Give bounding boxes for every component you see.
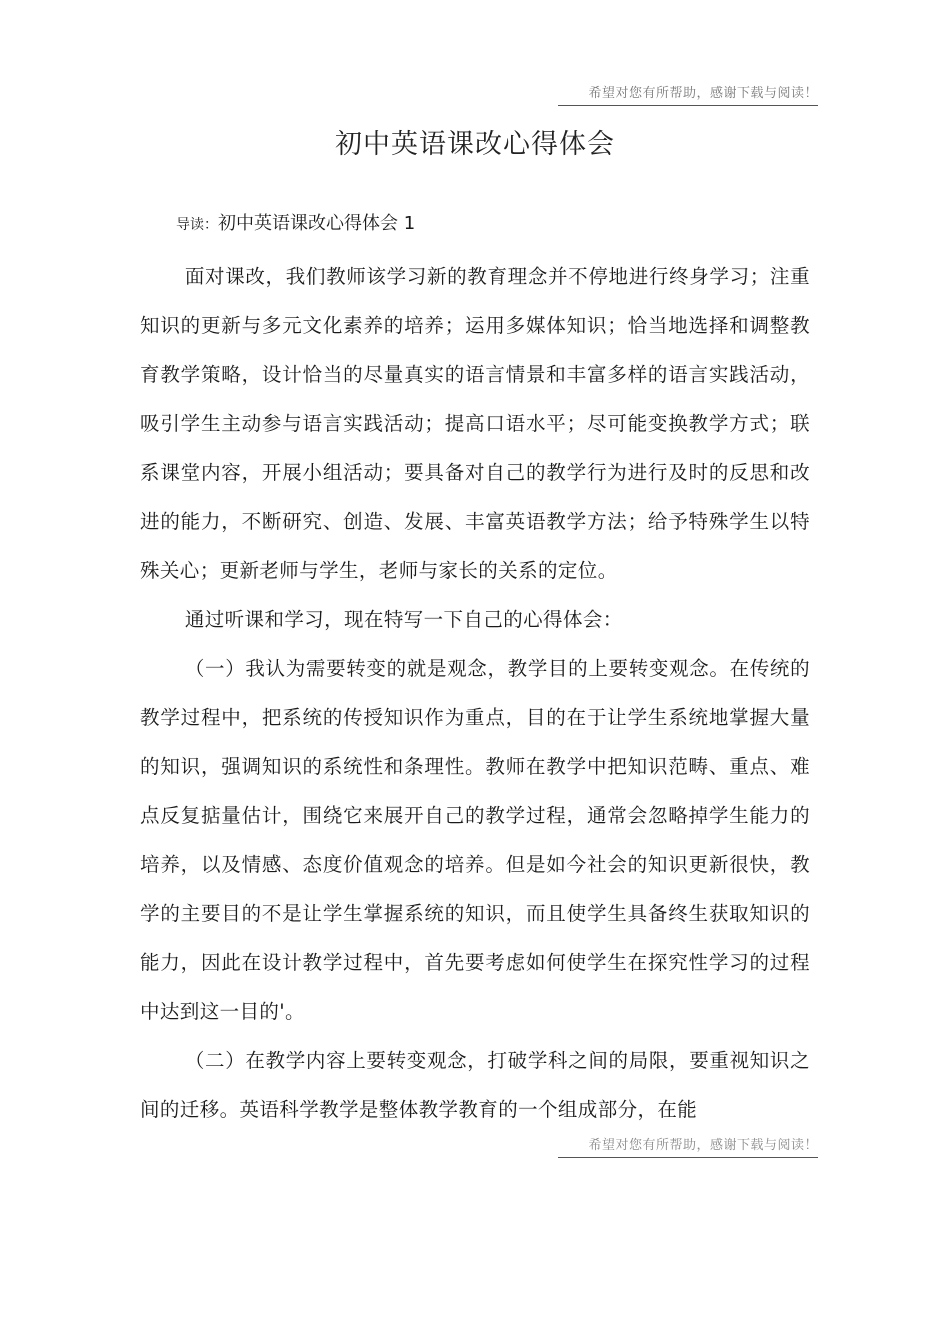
document-body [140, 252, 810, 1134]
guide-text: 初中英语课改心得体会 1 [218, 213, 416, 234]
paragraph: 通过听课和学习，现在特写一下自己的心得体会： [184, 608, 623, 631]
document-title: 初中英语课改心得体会 [335, 129, 615, 160]
paragraph: 面对课改，我们教师该学习新的教育理念并不停地进行终身学习；注重知识的更新与多元文化素养的培养；运用多媒体知识；恰当地选择和调整教育教学策略，设计恰当的尽量真实的语言情景和丰富多样的语言实践活动，吸引学生主动参与语言实践活动；提高口语水平；尽可能变换教学方式；联系课堂内容，开展小组活动；要具备对自己的教学行为进行及时的反思和改进的能力，不断研究、创造、发展、丰富英语教学方法；给予特殊学生以特殊关心；更新老师与学生，老师与家长的关系的定位。 [140, 265, 810, 582]
paragraph: （一）我认为需要转变的就是观念，教学目的上要转变观念。在传统的教学过程中，把系统的传授知识作为重点，目的在于让学生系统地掌握大量的知识，强调知识的系统性和条理性。教师在教学中把知识范畴、重点、难点反复掂量估计，围绕它来展开自己的教学过程，通常会忽略掉学生能力的培养，以及情感、态度价值观念的培养。但是如今社会的知识更新很快，教学的主要目的不是让学生掌握系统的知识，而且使学生具备终生获取知识的能力，因此在设计教学过程中，首先要考虑如何使学生在探究性学习的过程中达到这一目的'。 [140, 657, 810, 1023]
guide-line [176, 209, 415, 235]
guide-label: 导读： [176, 217, 218, 233]
footer-note: 希望对您有所帮助，感谢下载与阅读！ [558, 1134, 818, 1158]
paragraph: （二）在教学内容上要转变观念，打破学科之间的局限，要重视知识之间的迁移。英语科学教学是整体教学教育的一个组成部分，在能 [140, 1049, 810, 1121]
header-note: 希望对您有所帮助，感谢下载与阅读！ [558, 82, 818, 106]
